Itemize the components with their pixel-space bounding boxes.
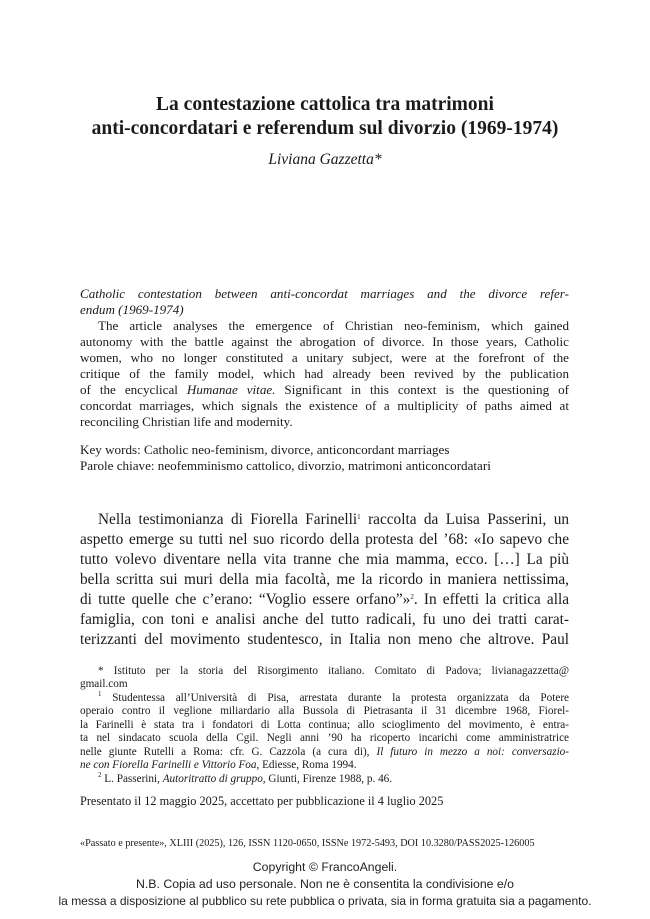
copyright-line-3: la messa a disposizione al pubblico su rete pubblica o privata, sia in forma gratuita sia a pagamento. (58, 894, 592, 908)
keywords-italian: Parole chiave: neofemminismo cattolico, divorzio, matrimoni anticoncordatari (80, 458, 491, 473)
body-line: terizzanti del movimento studentesco, in Italia non meno che altrove. Paul (80, 631, 569, 648)
footnote-1: $^1$ Studentessa all’Università di Pisa, arrestata durante la protesta organizzata da Potere (98, 690, 570, 704)
abstract-line: reconciling Christian life and modernity. (80, 414, 293, 429)
author-name: Liviana Gazzetta* (268, 151, 382, 168)
body-line: di tutte quelle che c’erano: “Voglio essere orfano”»$^2$. In effetti la critica alla (80, 591, 569, 608)
footnote-ref[interactable]: 2 (410, 593, 414, 601)
keywords-english: Key words: Catholic neo-feminism, divorce, anticoncordant marriages (80, 442, 450, 457)
body-line: famiglia, con toni e analisi anche del tutto radicali, fu uno dei tratti carat- (80, 611, 569, 628)
abstract-line: concordat marriages, which signals the existence of a multiplicity of paths aimed at (80, 398, 569, 413)
footnote-author-affiliation: * Istituto per la storia del Risorgimento italiano. Comitato di Padova; livianagazzetta@ (98, 665, 569, 677)
footnote-1-line: nelle giunte Rutelli a Roma: cfr. G. Cazzola (a cura di), Il futuro in mezzo a noi: conversazio- (80, 746, 570, 758)
abstract-line: autonomy with the battle against the abrogation of divorce. In those years, Catholic (80, 334, 569, 349)
submission-dates: Presentato il 12 maggio 2025, accettato per pubblicazione il 4 luglio 2025 (80, 794, 444, 808)
footnote-2: $^2$ L. Passerini, Autoritratto di gruppo, Giunti, Firenze 1988, p. 46. (98, 771, 393, 785)
abstract-title-line-1: Catholic contestation between anti-concordat marriages and the divorce refer- (80, 286, 569, 301)
footnote-1-line: operaio contro il veglione miliardario alla Bussola di Pietrasanta il 31 dicembre 1968, Fiorel- (80, 705, 569, 717)
body-line: bella scritta sui muri della mia facoltà, me la ricordo in maniera nettissima, (80, 571, 569, 588)
footnote-1-line: ne con Fiorella Farinelli e Vittorio Foa, Ediesse, Roma 1994. (80, 759, 357, 771)
abstract-title-line-2: endum (1969-1974) (80, 302, 184, 317)
footnote-1-line: ta nel sindacato scuola della Cgil. Negli anni ’90 ha ricoperto incarichi come amministratrice (80, 732, 569, 744)
footnote-ref[interactable]: 1 (357, 513, 361, 521)
copyright-line-2: N.B. Copia ad uso personale. Non ne è consentita la condivisione e/o (135, 877, 515, 891)
article-title-line-2: anti-concordatari e referendum sul divorzio (1969-1974) (91, 118, 559, 139)
abstract-line: critique of the family model, which had already been revived by the publication (80, 366, 569, 381)
journal-citation: «Passato e presente», XLIII (2025), 126, ISSN 1120-0650, ISSNe 1972-5493, DOI 10.3280/PASS2025-126005 (80, 838, 535, 849)
encyclical-title: Humanae vitae. (186, 382, 276, 397)
body-line: tutto volevo diventare nella vita tranne che mia mamma, ecco. […] La più (80, 551, 569, 568)
copyright-line-1: Copyright © FrancoAngeli. (252, 860, 398, 874)
abstract-line: The article analyses the emergence of Christian neo-feminism, which gained (98, 318, 569, 333)
abstract-line: women, who no longer constituted a unitary subject, were at the forefront of the (80, 350, 569, 365)
article-title-line-1: La contestazione cattolica tra matrimoni (156, 94, 494, 115)
body-line: aspetto emerge su tutti nel suo ricordo della protesta del ’68: «Io sapevo che (80, 531, 569, 548)
footnote-1-line: la Farinelli è stata tra i fondatori di Lotta continua; allo scioglimento del movimento, è entra- (80, 719, 569, 731)
abstract-line: of the encyclical Humanae vitae. Significant in this context is the questioning of (80, 382, 569, 397)
footnote-author-email: gmail.com (80, 678, 128, 690)
body-line: Nella testimonianza di Fiorella Farinelli$^1$ raccolta da Luisa Passerini, un (98, 511, 569, 528)
